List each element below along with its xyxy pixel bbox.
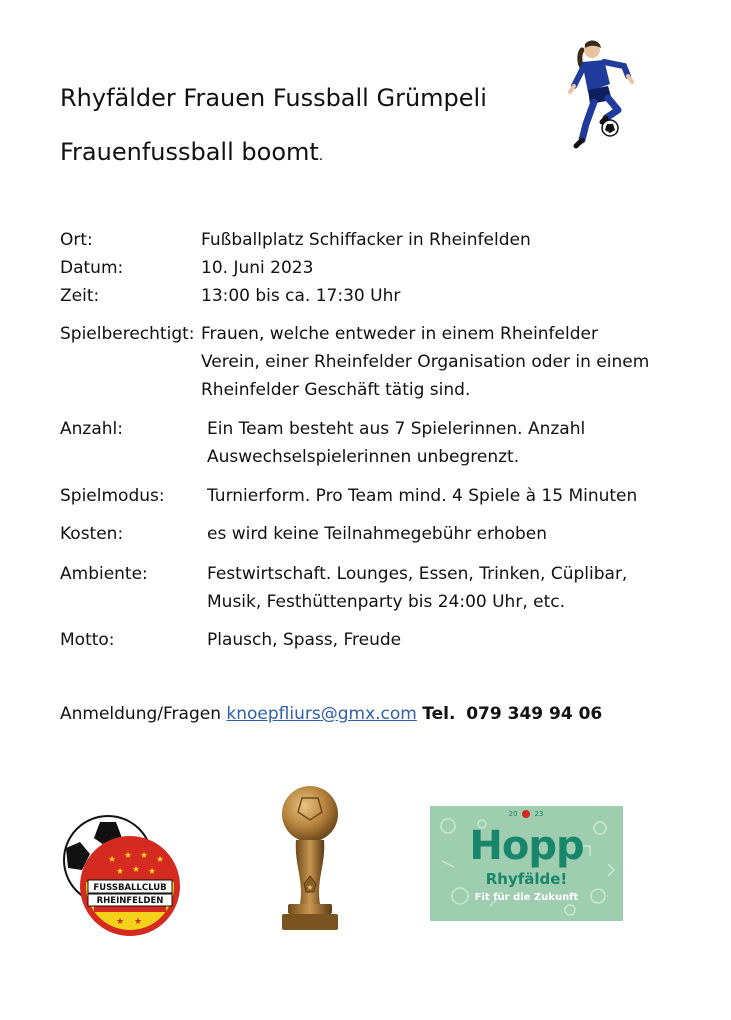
detail-value-line: Festwirtschaft. Lounges, Essen, Trinken, Cüplibar,: [207, 564, 628, 584]
svg-text:★: ★: [108, 855, 117, 865]
hopp-place: Rhyfälde!: [485, 870, 568, 888]
detail-label: Zeit:: [60, 286, 100, 306]
detail-value: Fußballplatz Schiffacker in Rheinfelden: [201, 230, 531, 250]
svg-text:★: ★: [124, 851, 133, 861]
hopp-word: Hopp: [469, 823, 584, 869]
hopp-year-left: 20: [508, 810, 518, 818]
hopp-year-right: 23: [534, 810, 544, 818]
detail-label: Kosten:: [60, 524, 124, 544]
tel-label: Tel.: [422, 704, 456, 724]
detail-value-line: Verein, einer Rheinfelder Organisation oder in einem: [201, 352, 650, 372]
detail-value: 10. Juni 2023: [201, 258, 314, 278]
hopp-rhyfaelde-logo: [430, 806, 623, 921]
club-logo: [58, 814, 182, 938]
page-title: Rhyfälder Frauen Fussball Grümpeli: [60, 84, 487, 112]
svg-text:★: ★: [116, 867, 125, 877]
detail-value: Plausch, Spass, Freude: [207, 630, 402, 650]
hopp-tagline: Fit für die Zukunft: [474, 892, 579, 903]
detail-label: Ambiente:: [60, 564, 148, 584]
detail-label: Motto:: [60, 630, 115, 650]
svg-text:★: ★: [134, 917, 143, 927]
tel-number: 079 349 94 06: [466, 704, 603, 724]
detail-label: Spielberechtigt:: [60, 324, 195, 344]
detail-value: Turnierform. Pro Team mind. 4 Spiele à 15 Minuten: [207, 486, 638, 506]
detail-value-line: Ein Team besteht aus 7 Spielerinnen. Anzahl: [207, 419, 586, 439]
detail-value: 13:00 bis ca. 17:30 Uhr: [201, 286, 401, 306]
detail-label: Ort:: [60, 230, 93, 250]
detail-value: es wird keine Teilnahmegebühr erhoben: [207, 524, 548, 544]
svg-text:★: ★: [132, 865, 141, 875]
club-logo-line2: RHEINFELDEN: [96, 896, 164, 906]
page-subtitle: [60, 138, 323, 166]
detail-value-line: Rheinfelder Geschäft tätig sind.: [201, 380, 471, 400]
detail-label: Spielmodus:: [60, 486, 165, 506]
email-link[interactable]: knoepfliurs@gmx.com: [226, 704, 417, 724]
hopp-crest-icon: [522, 810, 530, 818]
svg-text:★: ★: [306, 883, 314, 892]
subtitle-text: Frauenfussball boomt: [60, 138, 319, 166]
svg-text:★: ★: [116, 917, 125, 927]
detail-value-line: Auswechselspielerinnen unbegrenzt.: [207, 447, 520, 467]
club-logo-line1: FUSSBALLCLUB: [93, 883, 167, 893]
svg-text:★: ★: [156, 855, 165, 865]
trophy-image: [274, 784, 346, 934]
svg-text:★: ★: [148, 867, 157, 877]
contact-label: Anmeldung/Fragen: [60, 704, 221, 724]
detail-label: Datum:: [60, 258, 124, 278]
contact-line: [60, 704, 602, 724]
subtitle-dot: .: [318, 148, 324, 164]
detail-value-line: Musik, Festhüttenparty bis 24:00 Uhr, etc.: [207, 592, 566, 612]
detail-value-line: Frauen, welche entweder in einem Rheinfelder: [201, 324, 598, 344]
detail-label: Anzahl:: [60, 419, 123, 439]
svg-text:★: ★: [140, 851, 149, 861]
football-player-image: [560, 36, 640, 154]
